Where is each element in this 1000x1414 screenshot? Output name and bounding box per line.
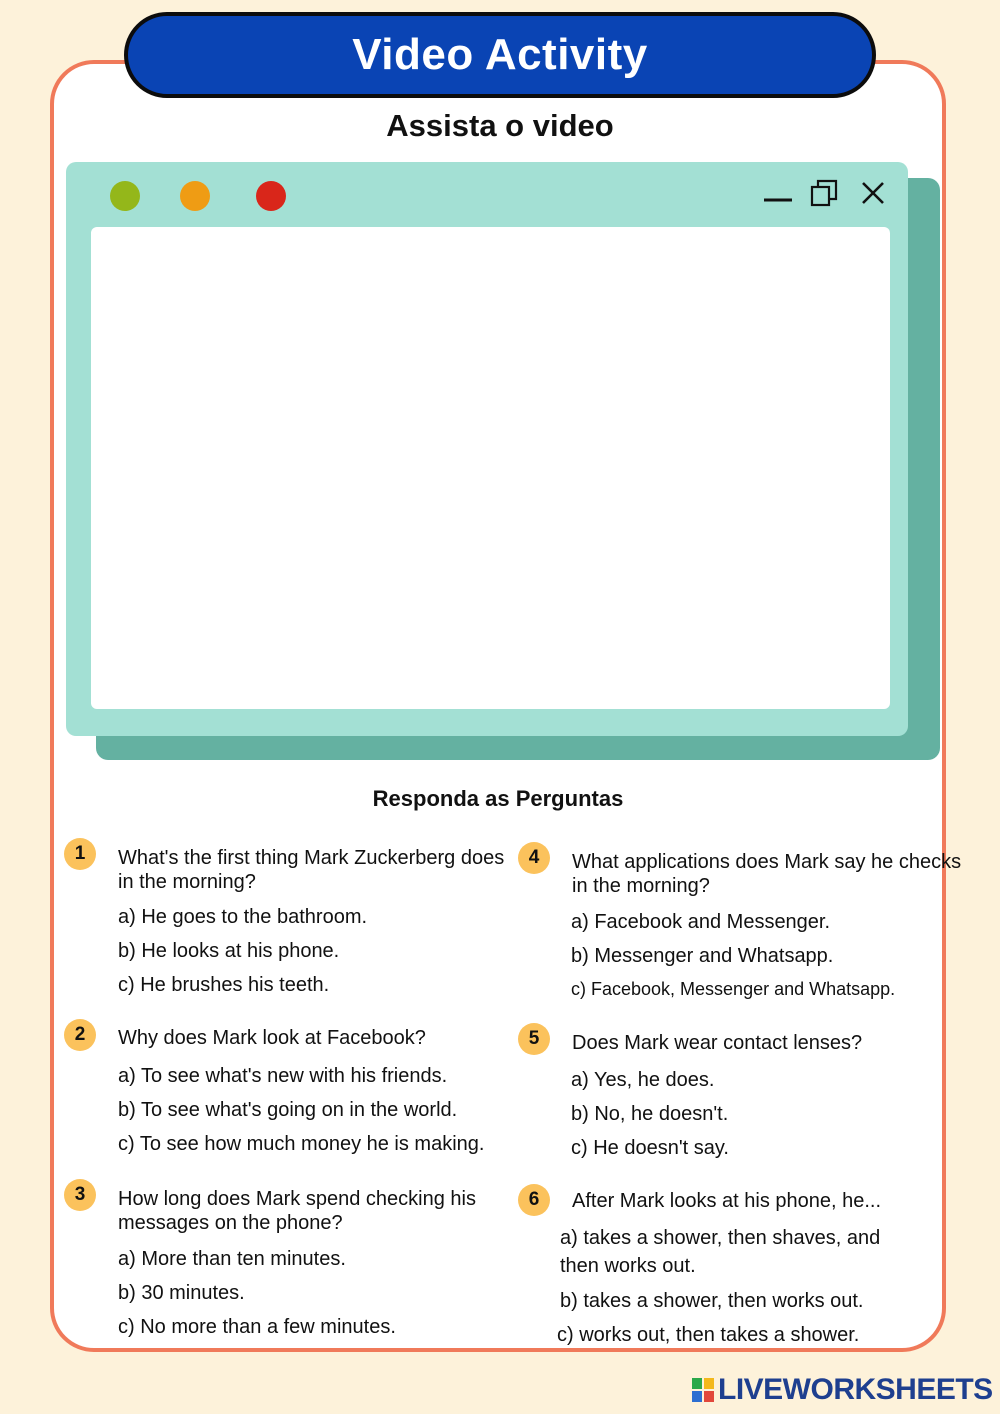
- green-dot-icon: [110, 181, 140, 211]
- question-number-badge: 3: [64, 1179, 96, 1211]
- answer-option[interactable]: a) He goes to the bathroom.: [118, 906, 368, 928]
- answer-option[interactable]: a) Facebook and Messenger.: [571, 911, 831, 933]
- answer-option[interactable]: b) To see what's going on in the world.: [118, 1099, 458, 1121]
- title-banner: [124, 12, 876, 98]
- answer-option[interactable]: a) takes a shower, then shaves, and then works out.: [560, 1227, 881, 1277]
- answer-option[interactable]: c) works out, then takes a shower.: [557, 1324, 860, 1346]
- video-window: [66, 162, 908, 736]
- question-number-badge: 5: [518, 1023, 550, 1055]
- answer-option[interactable]: a) More than ten minutes.: [118, 1248, 346, 1270]
- answer-option[interactable]: c) To see how much money he is making.: [118, 1133, 485, 1155]
- video-player-area[interactable]: [91, 227, 890, 709]
- answer-option[interactable]: a) To see what's new with his friends.: [118, 1065, 448, 1087]
- red-dot-icon: [256, 181, 286, 211]
- question-text: How long does Mark spend checking his messages on the phone?: [118, 1188, 476, 1234]
- answer-option[interactable]: b) No, he doesn't.: [571, 1103, 729, 1125]
- answer-option[interactable]: c) He brushes his teeth.: [118, 974, 330, 996]
- answer-option[interactable]: c) No more than a few minutes.: [118, 1316, 396, 1338]
- answer-option[interactable]: b) 30 minutes.: [118, 1282, 245, 1304]
- answer-option[interactable]: b) He looks at his phone.: [118, 940, 340, 962]
- question-text: Does Mark wear contact lenses?: [572, 1032, 863, 1054]
- question-number-badge: 1: [64, 838, 96, 870]
- answer-option[interactable]: c) Facebook, Messenger and Whatsapp.: [571, 979, 896, 999]
- question-number-badge: 2: [64, 1019, 96, 1051]
- question-number-badge: 4: [518, 842, 550, 874]
- answer-option[interactable]: b) Messenger and Whatsapp.: [571, 945, 834, 967]
- liveworksheets-logo-icon: [692, 1378, 714, 1402]
- brand-name: LIVEWORKSHEETS: [718, 1373, 993, 1406]
- page-title: Video Activity: [352, 30, 648, 79]
- orange-dot-icon: [180, 181, 210, 211]
- question-text: What's the first thing Mark Zuckerberg does in the morning?: [118, 847, 505, 893]
- question-text: Why does Mark look at Facebook?: [118, 1027, 426, 1049]
- question-text: What applications does Mark say he checks in the morning?: [572, 851, 962, 897]
- liveworksheets-logo[interactable]: [692, 1372, 993, 1408]
- subtitle: Assista o video: [386, 108, 614, 143]
- maximize-icon[interactable]: [808, 176, 842, 210]
- answer-option[interactable]: a) Yes, he does.: [571, 1069, 715, 1091]
- answer-option[interactable]: b) takes a shower, then works out.: [560, 1290, 864, 1312]
- minimize-icon[interactable]: [761, 176, 795, 210]
- close-icon[interactable]: [856, 176, 890, 210]
- question-number-badge: 6: [518, 1184, 550, 1216]
- question-text: After Mark looks at his phone, he...: [572, 1190, 882, 1212]
- answer-option[interactable]: c) He doesn't say.: [571, 1137, 729, 1159]
- questions-heading: Responda as Perguntas: [372, 786, 624, 811]
